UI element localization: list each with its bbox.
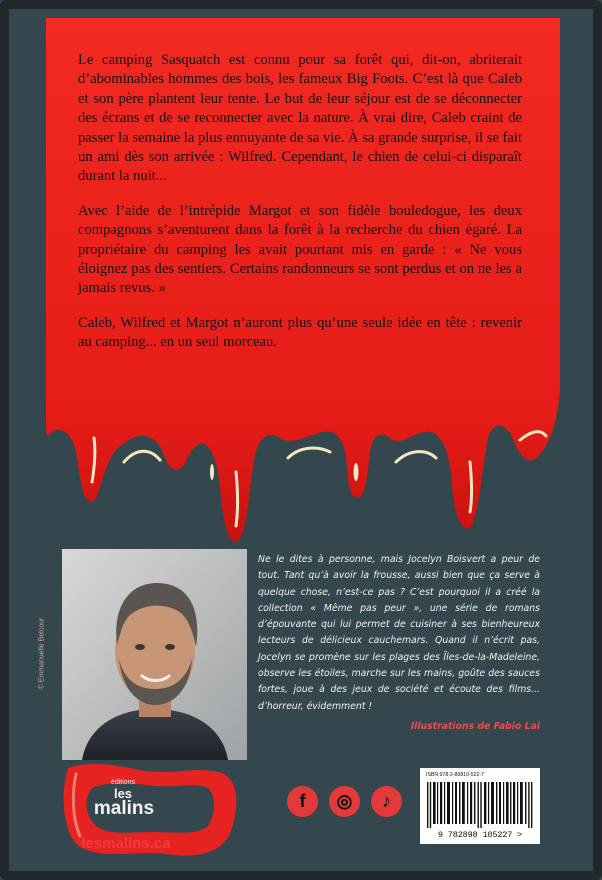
synopsis xyxy=(78,51,522,368)
facebook-icon[interactable]: f xyxy=(287,786,318,817)
synopsis-paragraph: Le camping Sasquatch est connu pour sa forêt qui, dit-on, abriterait d’abominables hommes des bois, les fameux Big Foots. C’est là que Caleb et son père plantent leur tente. Le but de leur séjour est de se déconnecter des écrans et de se reconnecter avec la nature. À vrai dire, Caleb craint de passer la semaine la plus ennuyante de sa vie. À sa grande surprise, il se fait un ami dès son arrivée : Wilfred. Cependant, le chien de celui-ci disparaît durant la nuit... xyxy=(78,52,522,185)
publisher-les: les xyxy=(113,786,133,801)
instagram-icon[interactable]: ◎ xyxy=(329,786,360,817)
isbn-label: ISBN 978-2-89810-522-7 xyxy=(426,772,484,778)
author-bio: Ne le dites à personne, mais Jocelyn Boisvert a peur de tout. Tant qu’à avoir la frousse, aussi bien que ça serve à quelque chose, n’est-ce pas ? C’est pourquoi il a créé la collection « Même pas peur », une série de romans d’épouvante qui lui permet de cuisiner à ses bienheureux lecteurs de délicieux cauchemars. Quand il n’écrit pas, Jocelyn se promène sur les plages des Îles-de-la-Madeleine, observe les étoiles, marche sur les mains, goûte des sauces fortes, joue à des jeux de société et écoute des films... d’horreur, évidemment ! xyxy=(258,554,540,712)
illustrator-credit: Illustrations de Fabio Lai xyxy=(410,721,540,732)
photo-credit: © Emmanuelle Belcour xyxy=(38,617,46,690)
publisher-website[interactable]: lesmalins.ca xyxy=(81,835,171,852)
barcode-icon xyxy=(427,782,533,828)
barcode-number: 9 782898 105227 > xyxy=(437,830,523,840)
synopsis-paragraph: Avec l’aide de l’intrépide Margot et son fidèle bouledogue, les deux compagnons s’aventurent dans la forêt à la recherche du chien égaré. La propriétaire du camping les avait pourtant mis en garde : « Ne vous éloignez pas des sentiers. Certains randonneurs se sont perdus et on ne les a jamais revus. » xyxy=(78,202,522,297)
publisher-malins: malins xyxy=(93,798,155,819)
tiktok-icon[interactable]: ♪ xyxy=(371,786,402,817)
author-photo xyxy=(62,549,247,760)
publisher-editions: éditions xyxy=(110,779,136,786)
synopsis-paragraph: Caleb, Wilfred et Margot n’auront plus qu’une seule idée en tête : revenir au camping... en un seul morceau. xyxy=(78,314,522,351)
